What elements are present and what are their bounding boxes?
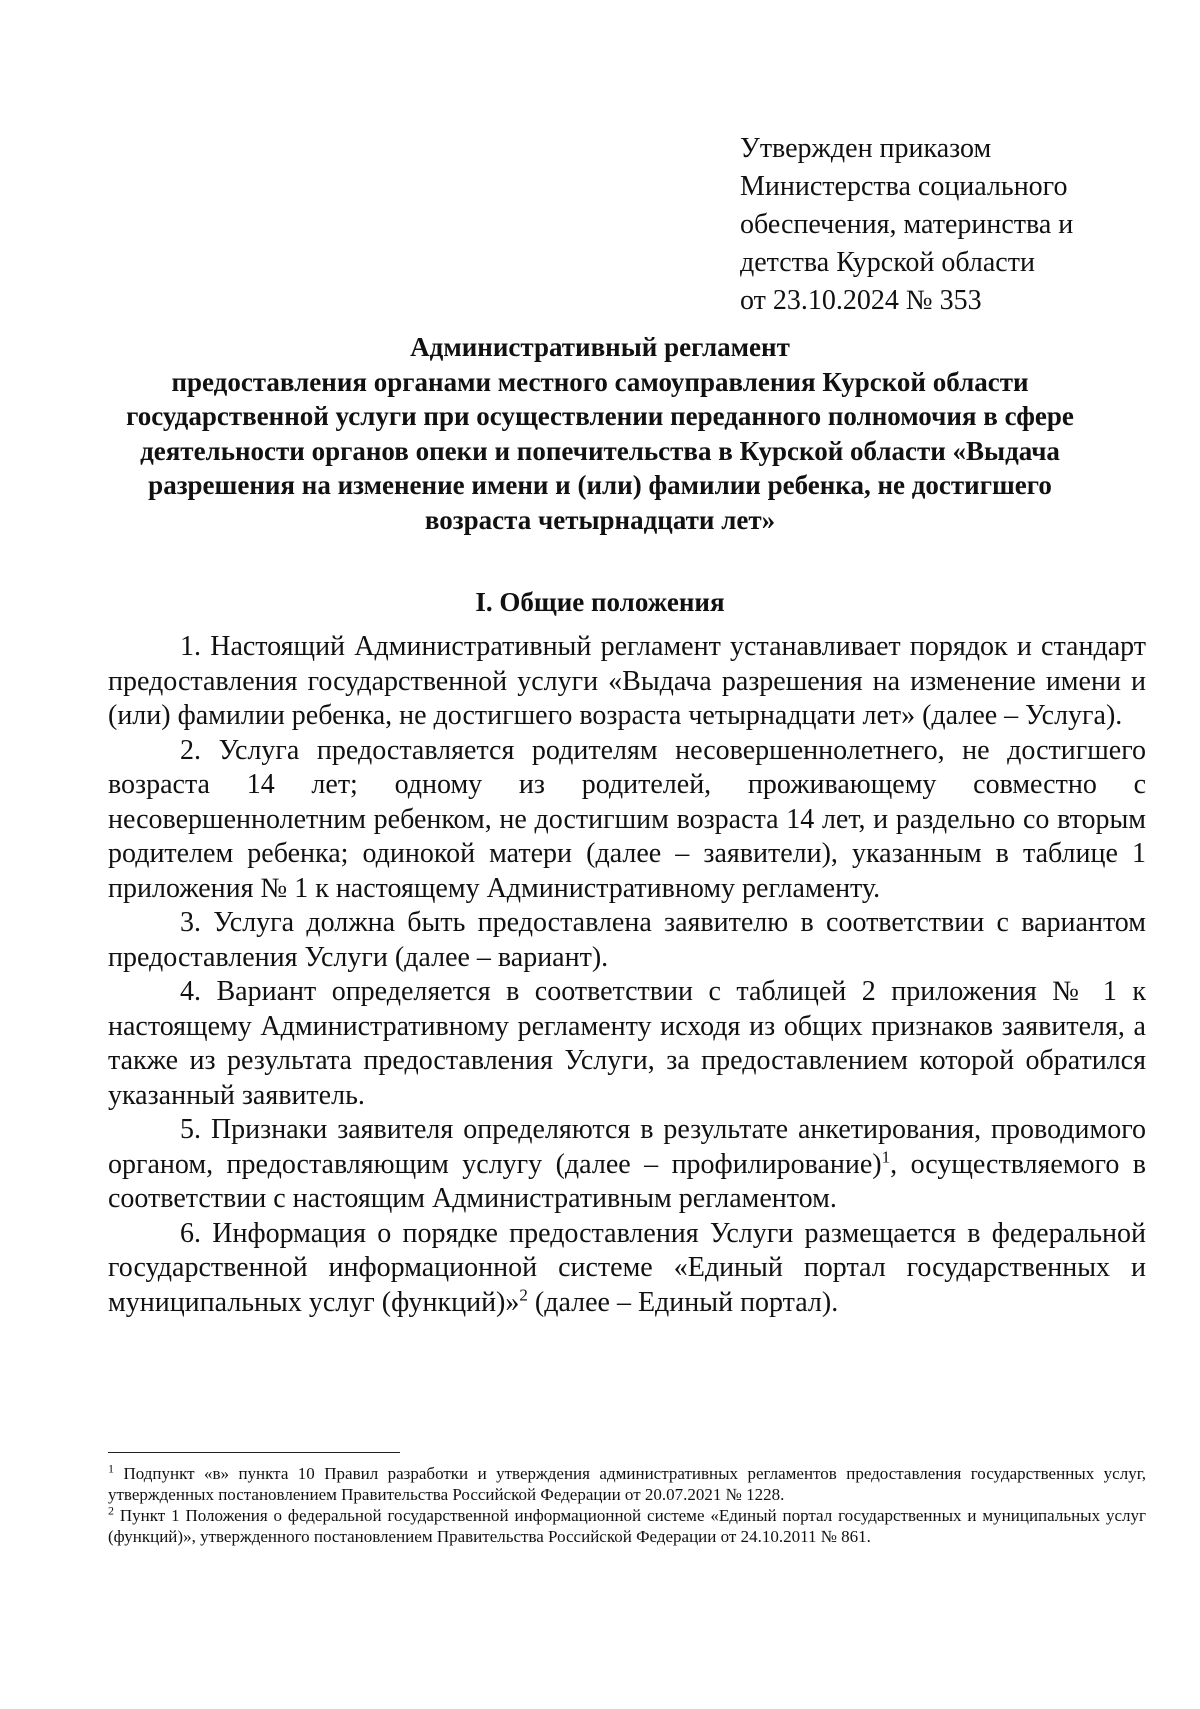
title-line: Административный регламент	[410, 332, 790, 362]
section-heading: I. Общие положения	[475, 587, 725, 617]
approval-stamp-block	[740, 130, 1160, 320]
footnote-ref-1: 1	[881, 1147, 891, 1167]
paragraph-5-text-end: , осуществляемого в соответствии с настоящим Административным регламентом.	[108, 1148, 1146, 1214]
title-line: деятельности органов опеки и попечительства в Курской области «Выдача	[140, 435, 1060, 466]
paragraph-5-text: 5. Признаки заявителя определяются в результате анкетирования, проводимого органом, предоставляющим услугу (далее – профилирование)	[108, 1114, 1146, 1180]
footnote-separator	[108, 1452, 400, 1453]
footnote-1-text: Подпункт «в» пункта 10 Правил разработки и утверждения административных регламентов предоставления государственных услуг, утвержденных постановлением Правительства Российской Федерации от 20.07.2021 № 1228.	[108, 1464, 1146, 1504]
approval-line: обеспечения, материнства и	[740, 209, 1074, 240]
footnote-2	[108, 1505, 1146, 1547]
paragraph-6-text: 6. Информация о порядке предоставления Услуги размещается в федеральной государственной информационной системе «Единый портал государственных и муниципальных услуг (функций)»	[108, 1217, 1146, 1318]
title-line: разрешения на изменение имени и (или) фамилии ребенка, не достигшего	[148, 470, 1052, 500]
document-body	[108, 630, 1146, 1320]
footnote-1	[108, 1463, 1146, 1505]
title-line: предоставления органами местного самоуправления Курской области	[171, 366, 1029, 397]
paragraph-5	[108, 1113, 1146, 1217]
paragraph-4: 4. Вариант определяется в соответствии с таблицей 2 приложения № 1 к настоящему Административному регламенту исходя из общих признаков заявителя, а также из результата предоставления Услуги, за предоставлением которой обратился указанный заявитель.	[108, 976, 1146, 1111]
approval-line: детства Курской области	[740, 247, 1035, 278]
approval-line: Министерства социального	[740, 171, 1068, 202]
paragraph-6	[108, 1217, 1146, 1321]
paragraph-1: 1. Настоящий Административный регламент устанавливает порядок и стандарт предоставления государственной услуги «Выдача разрешения на изменение имени и (или) фамилии ребенка, не достигшего возраста четырнадцати лет» (далее – Услуга).	[108, 631, 1146, 731]
paragraph-3: 3. Услуга должна быть предоставлена заявителю в соответствии с вариантом предоставления Услуги (далее – вариант).	[108, 907, 1146, 973]
title-line: государственной услуги при осуществлении переданного полномочия в сфере	[126, 401, 1074, 431]
document-title	[100, 330, 1100, 537]
paragraph-6-text-end: (далее – Единый портал).	[527, 1286, 839, 1318]
footnote-2-mark: 2	[108, 1503, 114, 1518]
approval-line: от 23.10.2024 № 353	[740, 285, 982, 316]
paragraph-2: 2. Услуга предоставляется родителям несовершеннолетнего, не достигшего возраста 14 лет; одному из родителей, проживающему совместно с несовершеннолетним ребенком, не достигшим возраста 14 лет, и раздельно со вторым родителем ребенка; одинокой матери (далее – заявители), указанным в таблице 1 приложения № 1 к настоящему Административному регламенту.	[108, 734, 1146, 904]
footnote-ref-2: 2	[519, 1285, 528, 1305]
approval-line: Утвержден приказом	[740, 133, 992, 164]
footnotes	[108, 1463, 1146, 1547]
footnote-1-mark: 1	[108, 1461, 114, 1476]
title-line: возраста четырнадцати лет»	[424, 504, 776, 535]
footnote-2-text: Пункт 1 Положения о федеральной государственной информационной системе «Единый портал государственных и муниципальных услуг (функций)», утвержденного постановлением Правительства Российской Федерации от 24.10.2011 № 861.	[108, 1506, 1146, 1546]
